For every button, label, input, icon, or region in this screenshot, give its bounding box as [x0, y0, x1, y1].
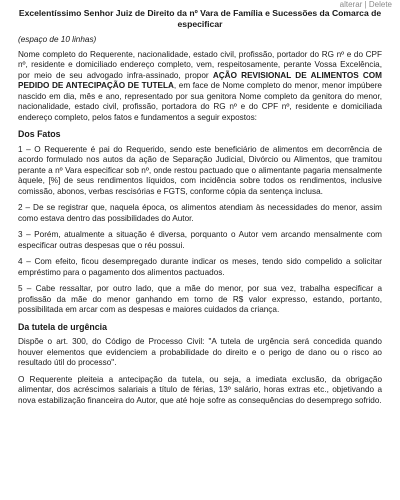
document-title: Excelentíssimo Senhor Juiz de Direito da nº Vara de Família e Sucessões da Comarca de especificar [18, 8, 382, 29]
separator: | [364, 0, 367, 9]
edit-link[interactable]: alterar [339, 0, 363, 9]
fact-paragraph-2: 2 – De se registrar que, naquela época, os alimentos atendiam às necessidades do menor, assim como estava dentro das possibilidades do Autor. [18, 203, 382, 223]
urgency-paragraph-2: O Requerente pleiteia a antecipação da tutela, ou seja, a imediata exclusão, da obrigação alimentar, dos acréscimos salariais a título de férias, 13º salário, horas extras etc., objetivando a nova estabilização financeira do Autor, que até hoje sofre as consequências do desemprego sofrido. [18, 374, 382, 405]
fact-paragraph-1: 1 – O Requerente é pai do Requerido, sendo este beneficiário de alimentos em decorrência de acordo formulado nos autos da ação de Separação Judicial, Divórcio ou Alimentos, que tramitou perante a nº Vara especificar sob nº, onde restou pactuado que o alimentante pagaria mensalmente àquele, [%] de seus rendimentos líquidos, com incidência sobre todos os rendimentos, inclusive comissão, abonos, verbas rescisórias e FGTS, conforme cópia da sentença inclusa. [18, 144, 382, 196]
petition-document [18, 8, 382, 412]
space-note: (espaço de 10 linhas) [18, 35, 97, 44]
intro-text-end: , em face de Nome completo do menor, menor impúbere nascido em dia, mês e ano, representado por sua genitora Nome completo da genitora do menor, nacionalidade, estado civil, profissão, portadora do RG nº e do CPF nº, residente e domiciliada endereço completo, pelos fatos e fundamentos a seguir expostos: [18, 81, 382, 122]
fact-paragraph-3: 3 – Porém, atualmente a situação é diversa, porquanto o Autor vem arcando mensalmente com especificar outras despesas que o réu possui. [18, 230, 382, 250]
delete-link[interactable]: Delete [368, 0, 392, 9]
action-name: AÇÃO REVISIONAL DE ALIMENTOS COM PEDIDO DE ANTECIPAÇÃO DE TUTELA [18, 70, 382, 90]
fact-paragraph-5: 5 – Cabe ressaltar, por outro lado, que a mãe do menor, por sua vez, trabalha especificar a profissão da mãe do menor ganhando em torno de R$ valor expresso, estando, portanto, possibilitada em arcar com as despesas e maiores cuidados da criança. [18, 284, 382, 314]
intro-text-start: Nome completo do Requerente, nacionalidade, estado civil, profissão, portador do RG nº e do CPF nº, residente e domiciliado endereço completo, vem, respeitosamente, perante Vossa Excelência, por meio de seu advogado infra-assinado, propor [18, 49, 382, 80]
intro-paragraph [18, 50, 382, 124]
section-heading-urgency: Da tutela de urgência [18, 321, 107, 332]
urgency-paragraph-1: Dispõe o art. 300, do Código de Processo Civil: "A tutela de urgência será concedida quando houver elementos que evidenciem a probabilidade do direito e o perigo de dano ou o risco ao resultado útil do processo". [18, 337, 382, 367]
section-heading-facts: Dos Fatos [18, 129, 61, 139]
fact-paragraph-4: 4 – Com efeito, ficou desempregado durante indicar os meses, tendo sido compelido a solicitar empréstimo para o pagamento dos alimentos pactuados. [18, 257, 382, 277]
